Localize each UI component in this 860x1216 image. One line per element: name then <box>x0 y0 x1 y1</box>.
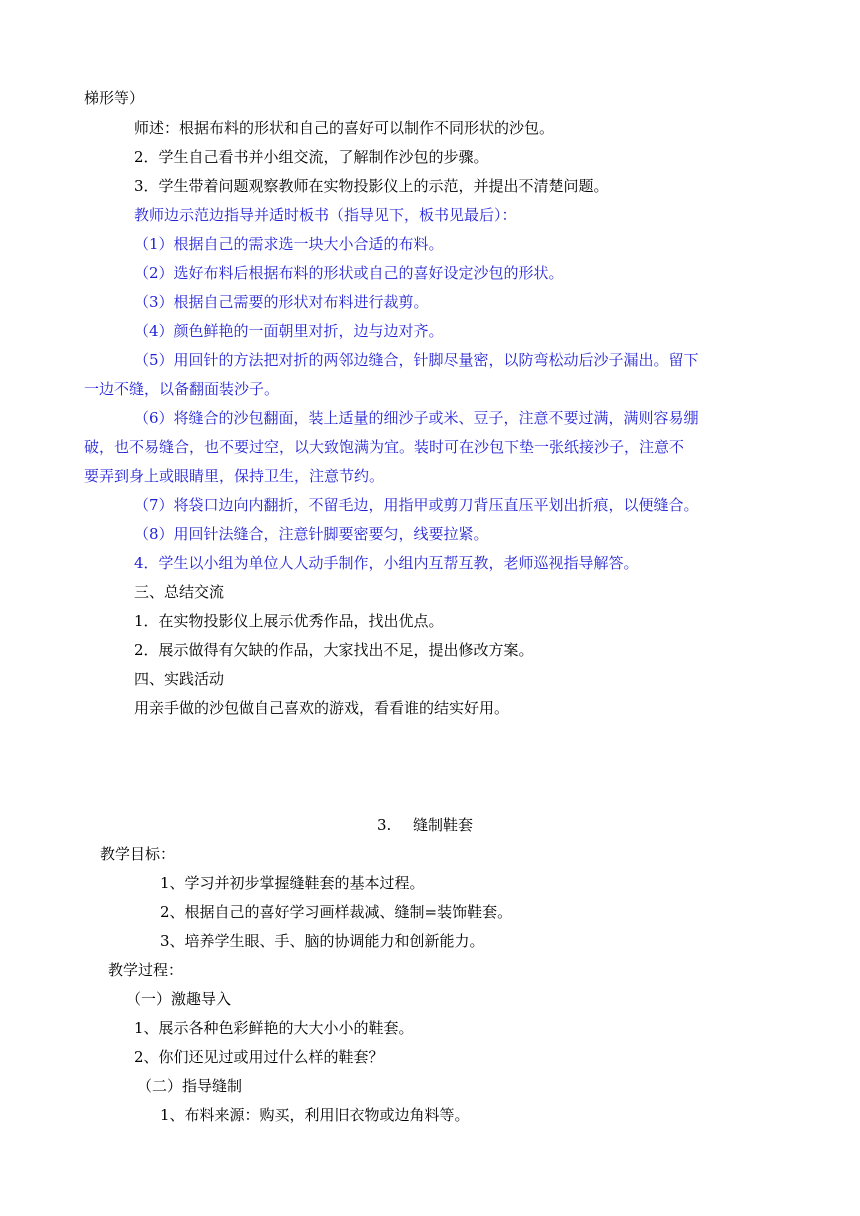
guide-7: （7）将袋口边向内翻折，不留毛边，用指甲或剪刀背压直压平划出折痕，以便缝合。 <box>134 496 699 514</box>
lesson-number: 3. <box>377 816 392 834</box>
step-4: 4．学生以小组为单位人人动手制作，小组内互帮互教，老师巡视指导解答。 <box>134 554 639 572</box>
guide-1: （1）根据自己的需求选一块大小合适的布料。 <box>134 235 444 253</box>
guide-5-line-2: 一边不缝，以备翻面装沙子。 <box>84 380 280 398</box>
goal-1: 1、学习并初步掌握缝鞋套的基本过程。 <box>160 874 425 892</box>
guide-6-line-1: （6）将缝合的沙包翻面，装上适量的细沙子或米、豆子，注意不要过满，满则容易绷 <box>134 409 699 427</box>
process-label: 教学过程： <box>108 961 184 979</box>
teacher-note: 师述：根据布料的形状和自己的喜好可以制作不同形状的沙包。 <box>134 119 555 137</box>
guide-6-line-2: 破，也不易缝合，也不要过空，以大致饱满为宜。装时可在沙包下垫一张纸接沙子，注意不 <box>84 438 685 456</box>
part-2-title: （二）指导缝制 <box>137 1077 243 1095</box>
goal-3: 3、培养学生眼、手、脑的协调能力和创新能力。 <box>160 932 485 950</box>
continued-line: 梯形等） <box>84 89 145 107</box>
section-3-item-2: 2．展示做得有欠缺的作品，大家找出不足，提出修改方案。 <box>134 641 534 659</box>
guide-5-line-1: （5）用回针的方法把对折的两邻边缝合，针脚尽量密，以防弯松动后沙子漏出。留下 <box>134 351 699 369</box>
section-4-title: 四、实践活动 <box>134 670 225 688</box>
guide-6-line-3: 要弄到身上或眼睛里，保持卫生，注意节约。 <box>84 467 385 485</box>
step-3: 3．学生带着问题观察教师在实物投影仪上的示范，并提出不清楚问题。 <box>134 177 609 195</box>
guide-2: （2）选好布料后根据布料的形状或自己的喜好设定沙包的形状。 <box>134 264 564 282</box>
part-1-item-1: 1、展示各种色彩鲜艳的大大小小的鞋套。 <box>134 1019 414 1037</box>
section-3-title: 三、总结交流 <box>134 583 225 601</box>
goal-2: 2、根据自己的喜好学习画样裁减、缝制=装饰鞋套。 <box>160 903 513 921</box>
part-1-item-2: 2、你们还见过或用过什么样的鞋套？ <box>134 1048 384 1066</box>
demo-intro: 教师边示范边指导并适时板书（指导见下，板书见最后）： <box>134 206 517 224</box>
lesson-title: 缝制鞋套 <box>413 816 474 834</box>
goals-label: 教学目标： <box>100 845 176 863</box>
part-2-item-1: 1、布料来源：购买，利用旧衣物或边角料等。 <box>160 1106 470 1124</box>
guide-3: （3）根据自己需要的形状对布料进行裁剪。 <box>134 293 429 311</box>
guide-8: （8）用回针法缝合，注意针脚要密要匀，线要拉紧。 <box>134 525 489 543</box>
part-1-title: （一）激趣导入 <box>126 990 232 1008</box>
section-4-text: 用亲手做的沙包做自己喜欢的游戏，看看谁的结实好用。 <box>134 699 510 717</box>
section-3-item-1: 1．在实物投影仪上展示优秀作品，找出优点。 <box>134 612 444 630</box>
guide-4: （4）颜色鲜艳的一面朝里对折，边与边对齐。 <box>134 322 444 340</box>
step-2: 2．学生自己看书并小组交流，了解制作沙包的步骤。 <box>134 148 489 166</box>
